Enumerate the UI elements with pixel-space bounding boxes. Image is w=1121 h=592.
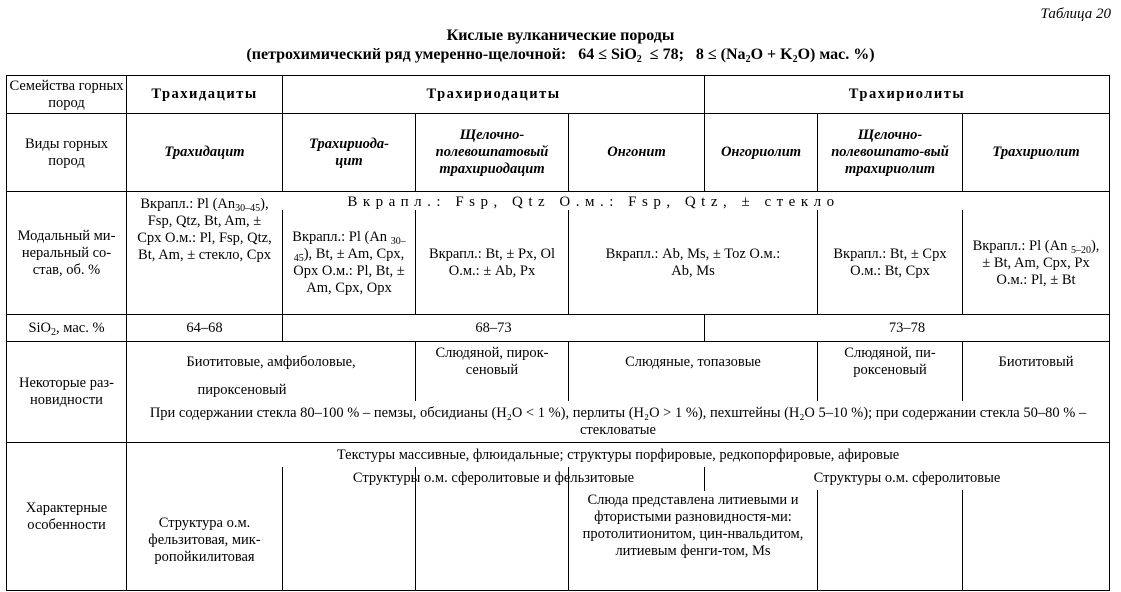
varieties-ongonite: Слюдяные, топазовые [625, 353, 761, 370]
modal-alkali-trachyrhyolite: Вкрапл.: Bt, ± Cpx О.м.: Bt, Cpx [833, 246, 947, 279]
varieties-alkali-trachyrhyodacite: Слюдяной, пирок-сеновый [435, 345, 549, 378]
header-types-label: Виды горных пород [24, 135, 108, 169]
features-textures: Текстуры массивные, флюидальные; структуры порфировые, редкопорфировые, афировые [336, 446, 900, 463]
features-spherulitic: Структуры о.м. сферолитовые [813, 470, 1001, 486]
varieties-label: Некоторые раз-новидности [19, 375, 114, 408]
features-label: Характерные особенности [25, 499, 108, 533]
type-ongorhyolite: Онгориолит [720, 144, 802, 160]
sio2-label: SiO$_2$, мас. % [28, 319, 105, 338]
sio2-trachydacites: 64–68 [186, 319, 223, 336]
type-trachyrhyodacite: Трахириода-цит [309, 135, 389, 169]
varieties-trachyrhyolite: Биотитовый [998, 353, 1074, 370]
table-number: Таблица 20 [1040, 6, 1111, 22]
modal-ongonite-ongorhyolite: Вкрапл.: Ab, Ms, ± Toz О.м.: Ab, Ms [605, 246, 781, 279]
type-alkali-feldspar-trachyrhyodacite: Щелочно-полевошпатовый трахириодацит [435, 127, 549, 177]
features-felsitic: Структуры о.м. сферолитовые и фельзитовые [352, 470, 635, 486]
varieties-trachy-b: пироксеновый [197, 381, 287, 398]
features-ongonite-mica: Слюда представлена литиевыми и фтористыми разновидностя-ми: протолитионитом, цин-нвальдитом, литиевым фенги-том, Ms [582, 492, 804, 559]
header-families-label: Семейства горных пород [9, 77, 124, 111]
type-trachyrhyolite: Трахириолит [992, 144, 1080, 160]
family-trachydacites: Трахидациты [151, 86, 258, 102]
table-subtitle: (петрохимический ряд умеренно-щелочной: 64 ≤ SiO$_2$ ≤ 78; $8 \le (Na_2O + K_2O)$ мас. %) [246, 46, 875, 65]
features-trachydacite: Структура о.м. фельзитовая, мик-ропойкилитовая [148, 515, 261, 565]
sio2-trachyrhyodacites: 68–73 [475, 319, 512, 336]
family-trachyrhyodacites: Трахириодациты [426, 86, 561, 102]
varieties-trachy-a: Биотитовые, амфиболовые, [186, 353, 356, 370]
modal-trachyrhyolite: Вкрапл.: Pl (An $_{5-20}$), ± Bt, Am, Cpx, Px О.м.: Pl, ± Bt [972, 237, 1100, 288]
table-title: Кислые вулканические породы [446, 27, 675, 44]
modal-label: Модальный ми-неральный со-став, об. % [17, 227, 116, 278]
family-trachyrhyolites: Трахириолиты [848, 86, 966, 102]
varieties-glass-note: При содержании стекла 80–100 % – пемзы, обсидианы (H₂O < 1 %), перлиты (H₂O > 1 %), пехштейны (H₂O 5–10 %); при содержании стекла 50–80 % – стекловатые [149, 404, 1087, 438]
sio2-trachyrhyolites: 73–78 [888, 319, 926, 336]
type-alkali-feldspar-trachyrhyolite: Щелочно-полевошпато-вый трахириолит [831, 127, 949, 177]
type-trachydacite: Трахидацит [164, 144, 245, 160]
modal-trachyrhyodacite: Вкрапл.: Pl (An $_{30-45}$), Bt, ± Am, Cpx, Opx О.м.: Pl, Bt, ± Am, Cpx, Opx [292, 229, 406, 296]
modal-common-spread: Вкрапл.: Fsp, Qtz О.м.: Fsp, Qtz, ± стекло [347, 193, 840, 210]
modal-trachydacite: Вкрапл.: Pl $(An_{30-45})$, Fsp, Qtz, Bt, Am, ± Cpx О.м.: Pl, Fsp, Qtz, Bt, Am, ± стекло, Cpx [137, 196, 272, 263]
modal-alkali-trachyrhyodacite: Вкрапл.: Bt, ± Px, Ol О.м.: ± Ab, Px [428, 246, 556, 279]
varieties-alkali-trachyrhyolite: Слюдяной, пи-роксеновый [844, 345, 936, 378]
type-ongonite: Онгонит [607, 144, 666, 160]
